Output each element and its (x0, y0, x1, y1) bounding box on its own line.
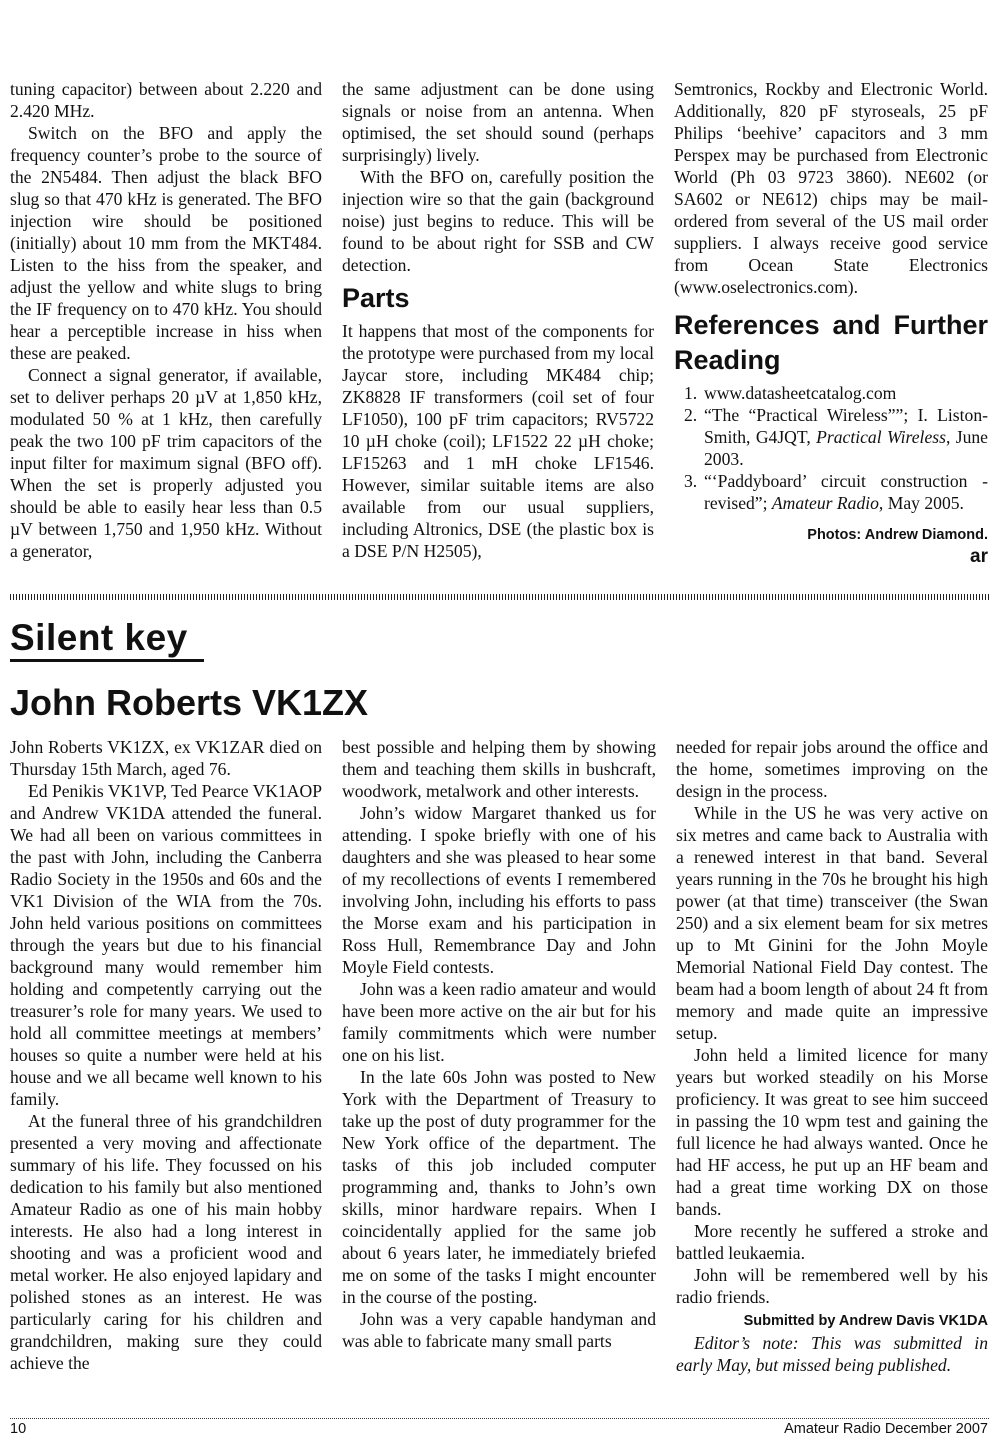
obituary-column-2 (342, 736, 656, 1352)
reference-item: 2. “The “Practical Wireless””; I. Liston-Smith, G4JQT, Practical Wireless, June 2003. (684, 405, 988, 469)
paragraph: needed for repair jobs around the office and the home, sometimes improving on the design in the process. (676, 737, 988, 801)
section-title-silent-key: Silent key (10, 617, 188, 658)
article-end-mark: ar (970, 546, 988, 567)
section-heading-references: References and Further Reading (674, 310, 988, 375)
title-underline (10, 659, 204, 662)
obituary-column-3 (676, 736, 988, 1376)
paragraph: While in the US he was very active on six metres and came back to Australia with a renewed interest in that band. Several years running in the 70s he brought his high power (at that time) transceiver (the Swan 250) and a six element beam for six metres up to Mt Ginini for the John Moyle Memorial National Field Day contest. The beam had a boom length of about 24 ft from memory and made quite an impressive setup. (676, 803, 988, 1043)
paragraph: Semtronics, Rockby and Electronic World. Additionally, 820 pF styroseals, 25 pF Philips ‘beehive’ capacitors and 3 mm Perspex may be purchased from Electronic World (Ph 03 9723 3860). NE602 (or SA602 or NE612) chips may be mail-ordered from several of the US mail order suppliers. I always receive good service from Ocean State Electronics (www.oselectronics.com). (674, 79, 988, 297)
paragraph: John’s widow Margaret thanked us for attending. I spoke briefly with one of his daughters and she was pleased to hear some of my recollections of events I remembered involving John, including his efforts to pass the Morse exam and his participation in Ross Hull, Remembrance Day and John Moyle Field contests. (342, 803, 656, 977)
editor-note: Editor’s note: This was submitted in early May, but missed being published. (676, 1333, 988, 1375)
paragraph: Switch on the BFO and apply the frequency counter’s probe to the source of the 2N5484. Then adjust the black BFO slug so that 470 kHz is generated. The BFO injection wire should be positioned (initially) about 10 mm from the MKT484. Listen to the hiss from the speaker, and adjust the yellow and white slugs to bring the IF frequency on to 470 kHz. You should hear a perceptible increase in hiss when these are peaked. (10, 123, 322, 363)
reference-list (674, 382, 988, 514)
obituary-column-1 (10, 736, 322, 1374)
paragraph: Connect a signal generator, if available, set to deliver perhaps 20 µV at 1,850 kHz, modulated 50 % at 1 kHz, then carefully peak the two 100 pF trim capacitors of the input filter for maximum signal (BFO off). When the set is properly adjusted you should be able to easily hear less than 0.5 µV between 1,750 and 1,950 kHz. Without a generator, (10, 365, 322, 561)
paragraph: Ed Penikis VK1VP, Ted Pearce VK1AOP and Andrew VK1DA attended the funeral. We had all been on various committees in the past with John, including the Canberra Radio Society in the 1950s and 60s and the VK1 Division of the WIA from the 70s. John held various positions on committees through the years but due to his financial background many would remember him holding and competently carrying out the treasurer’s role for many years. We used to hold all committee meetings at members’ houses so quite a number were held at his house and we all became well known to his family. (10, 781, 322, 1109)
paragraph: tuning capacitor) between about 2.220 and 2.420 MHz. (10, 79, 322, 121)
paragraph: the same adjustment can be done using signals or noise from an antenna. When optimised, the set should sound (perhaps surprisingly) lively. (342, 79, 654, 165)
top-column-1 (10, 78, 322, 562)
submitted-by-credit: Submitted by Andrew Davis VK1DA (743, 1313, 988, 1329)
paragraph: With the BFO on, carefully position the injection wire so that the gain (background noise) just begins to reduce. This will be found to be about right for SSB and CW detection. (342, 167, 654, 275)
reference-item: 1. www.datasheetcatalog.com (684, 383, 897, 403)
paragraph: In the late 60s John was posted to New York with the Department of Treasury to take up the post of duty programmer for the New York office of the department. The tasks of this job included computer programming and, thanks to John’s own skills, minor hardware repairs. When I coincidentally applied for the same job about 6 years later, he immediately briefed me on some of the tasks I might encounter in the course of the posting. (342, 1067, 656, 1307)
top-column-2 (342, 78, 654, 562)
paragraph: It happens that most of the components for the prototype were purchased from my local Jaycar store, including MK484 chip; ZK8828 IF transformers (coil set of four LF1050), 100 pF trim capacitors; RV5722 10 µH choke (coil); LF1522 22 µH choke; LF15263 and 1 mH choke LF1546. However, similar suitable items are also available from our usual suppliers, including Altronics, DSE (the plastic box is a DSE P/N H2505), (342, 321, 654, 561)
page-number: 10 (10, 1421, 27, 1437)
paragraph: More recently he suffered a stroke and battled leukaemia. (676, 1221, 988, 1263)
section-divider (10, 594, 990, 600)
reference-item: 3. “‘Paddyboard’ circuit construction - revised”; Amateur Radio, May 2005. (684, 471, 988, 513)
photos-credit: Photos: Andrew Diamond. (807, 527, 988, 543)
paragraph: John was a very capable handyman and was able to fabricate many small parts (342, 1309, 656, 1351)
publication-name: Amateur Radio December 2007 (784, 1421, 988, 1437)
footer-rule (10, 1418, 990, 1419)
paragraph: At the funeral three of his grandchildren presented a very moving and affectionate summary of his life. They focussed on his dedication to his family but also mentioned Amateur Radio as one of his main hobby interests. He also had a long interest in shooting and was a proficient wood and metal worker. He also enjoyed lapidary and polished stones as an interest. He was particularly caring for his children and grandchildren, making sure they could achieve the (10, 1111, 322, 1373)
paragraph: John Roberts VK1ZX, ex VK1ZAR died on Thursday 15th March, aged 76. (10, 737, 322, 779)
top-column-3 (674, 78, 988, 568)
paragraph: best possible and helping them by showing them and teaching them skills in bushcraft, woodwork, metalwork and other interests. (342, 737, 656, 801)
section-heading-parts: Parts (342, 283, 410, 313)
paragraph: John will be remembered well by his radio friends. (676, 1265, 988, 1307)
obituary-name-heading: John Roberts VK1ZX (10, 682, 369, 723)
paragraph: John held a limited licence for many years but worked steadily on his Morse proficiency. It was great to see him succeed in passing the 10 wpm test and gaining the full licence he had always wanted. Once he had HF access, he put up an HF beam and had a great time working DX on those bands. (676, 1045, 988, 1219)
paragraph: John was a keen radio amateur and would have been more active on the air but for his family commitments which were number one on his list. (342, 979, 656, 1065)
